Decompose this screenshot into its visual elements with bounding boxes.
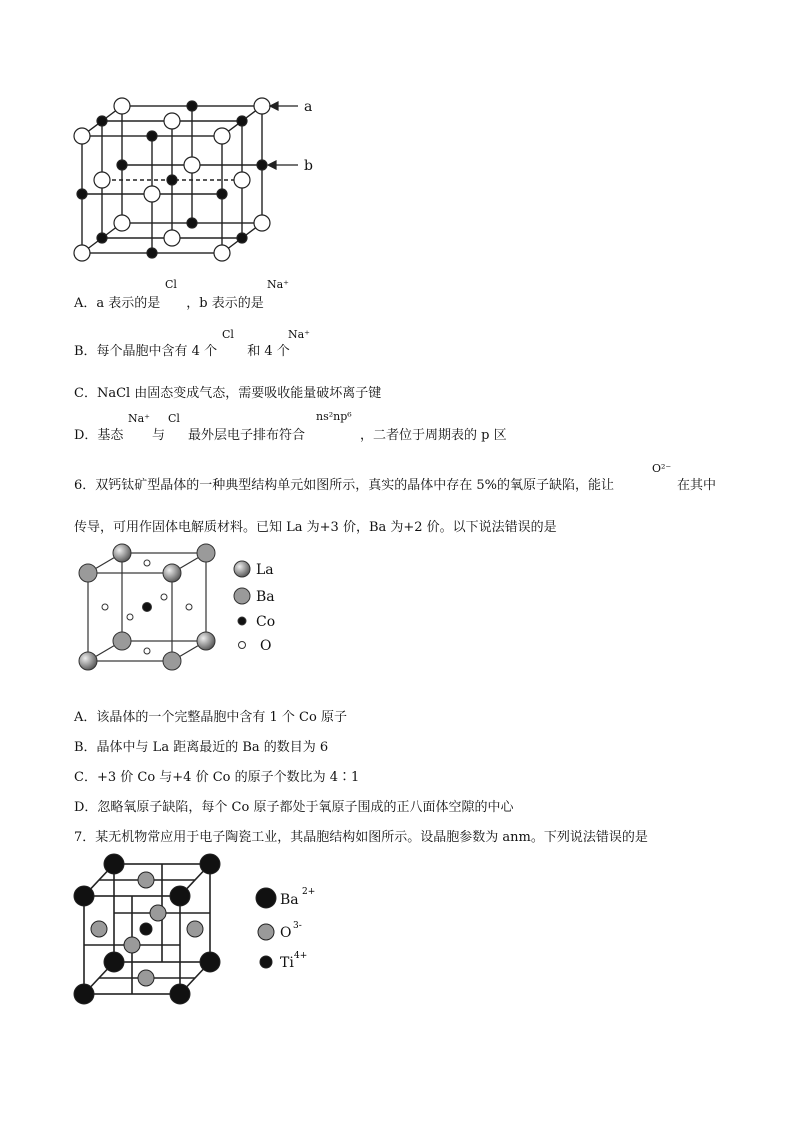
perovskite-diagram <box>70 545 300 675</box>
legend-o: O <box>260 638 272 654</box>
q5-d-sup1: Na⁺ <box>128 412 150 425</box>
q7-stem: 7．某无机物常应用于电子陶瓷工业，其晶胞结构如图所示。设晶胞参数为 anm。下列说法错误的是 <box>74 830 648 845</box>
q5-d-sup2: Cl <box>168 412 180 425</box>
q6-option-b: B．晶体中与 La 距离最近的 Ba 的数目为 6 <box>74 740 329 755</box>
q5-d-tail: ，二者位于周期表的 p 区 <box>360 428 507 443</box>
legend-o7: O <box>280 925 292 941</box>
legend-ba: Ba <box>256 589 275 605</box>
q5-option-d-pre: D．基态 <box>74 428 124 443</box>
q6-stem-line1: 6．双钙钛矿型晶体的一种典型结构单元如图所示，真实的晶体中存在 5%的氧原子缺陷，能让 <box>74 478 615 493</box>
q6-stem-line2: 传导，可用作固体电解质材料。已知 La 为+3 价，Ba 为+2 价。以下说法错误的是 <box>74 520 557 535</box>
label-b: b <box>304 158 313 174</box>
q5-d-mid1: 与 <box>152 428 166 443</box>
q5-b-sup1: Cl <box>222 328 234 341</box>
legend-ti7: Ti <box>280 955 294 971</box>
legend-ba7-sup: 2+ <box>302 887 316 897</box>
q5-option-a: A．a 表示的是 ，b 表示的是 <box>74 296 264 311</box>
legend-o7-sup: 3- <box>293 921 302 931</box>
q5-option-c: C．NaCl 由固态变成气态，需要吸收能量破坏离子键 <box>74 386 382 401</box>
legend-ti7-sup: 4+ <box>294 951 308 961</box>
q6-option-a: A．该晶体的一个完整晶胞中含有 1 个 Co 原子 <box>74 710 347 725</box>
legend-la: La <box>256 562 274 578</box>
legend-co: Co <box>256 614 276 630</box>
q5-d-mid2: 最外层电子排布符合 <box>188 428 306 443</box>
q6-stem-sup: O²⁻ <box>652 462 672 475</box>
q5-d-sup3: ns²np⁶ <box>316 410 352 423</box>
q6-option-c: C．+3 价 Co 与+4 价 Co 的原子个数比为 4∶1 <box>74 770 360 785</box>
batio3-diagram <box>66 850 326 1010</box>
q5-a-sup2: Na⁺ <box>267 278 289 291</box>
q6-option-d: D．忽略氧原子缺陷，每个 Co 原子都处于氧原子围成的正八面体空隙的中心 <box>74 800 514 815</box>
q5-option-b: B．每个晶胞中含有 4 个 和 4 个 <box>74 344 290 359</box>
label-a: a <box>304 99 313 115</box>
legend-ba7: Ba <box>280 892 299 908</box>
q5-a-sup1: Cl <box>165 278 177 291</box>
q5-b-sup2: Na⁺ <box>288 328 310 341</box>
q6-stem-line1-tail: 在其中 <box>677 478 717 493</box>
nacl-crystal-diagram <box>60 90 313 270</box>
